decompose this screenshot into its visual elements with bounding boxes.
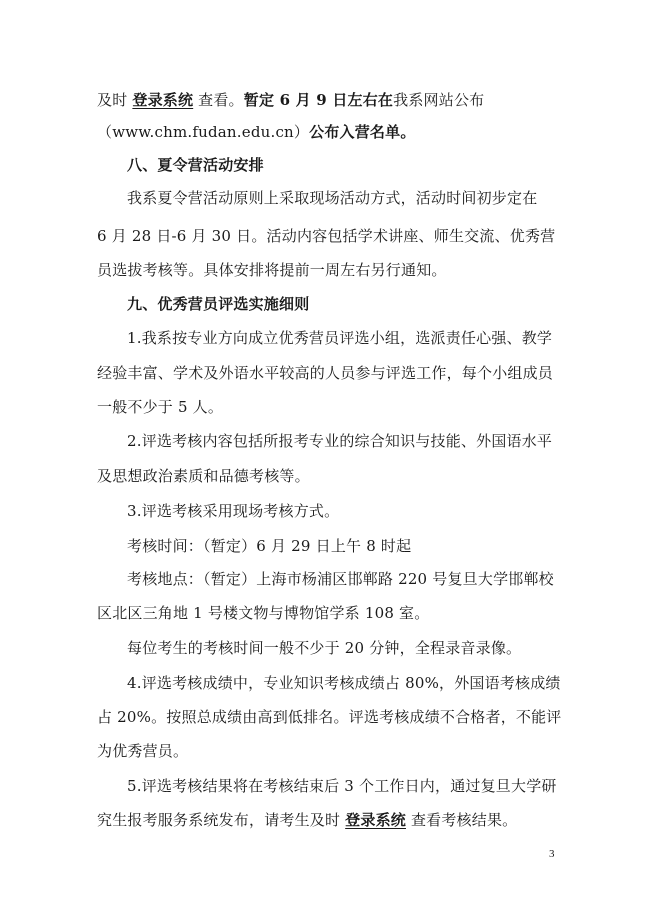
paragraph-line: 占 20%。按照总成绩由高到低排名。评选考核成绩不合格者，不能评 xyxy=(97,708,562,726)
paragraph-line: 为优秀营员。 xyxy=(97,742,189,760)
paragraph-line: 2.评选考核内容包括所报考专业的综合知识与技能、外国语水平 xyxy=(127,432,553,450)
website-url: （www.chm.fudan.edu.cn） xyxy=(97,123,310,141)
paragraph-line xyxy=(97,121,557,143)
paragraph-line xyxy=(97,89,557,111)
text: 我系网站公布 xyxy=(393,91,485,109)
paragraph-line: 考核地点：（暂定）上海市杨浦区邯郸路 220 号复旦大学邯郸校 xyxy=(127,570,554,588)
login-system-link: 登录系统 xyxy=(132,91,194,109)
page-number: 3 xyxy=(549,848,555,860)
section-heading-9: 九、优秀营员评选实施细则 xyxy=(127,295,310,313)
text: 及时 xyxy=(97,91,128,109)
paragraph-line: 1.我系按专业方向成立优秀营员评选小组，选派责任心强、教学 xyxy=(127,329,553,347)
login-system-link: 登录系统 xyxy=(345,811,406,829)
paragraph-line: 经验丰富、学术及外语水平较高的人员参与评选工作，每个小组成员 xyxy=(97,364,554,382)
text: 究生报考服务系统发布，请考生及时 xyxy=(97,811,341,829)
text: 查看。 xyxy=(198,91,244,109)
paragraph-line: 我系夏令营活动原则上采取现场活动方式，活动时间初步定在 xyxy=(127,189,538,207)
exam-time: 考核时间：（暂定）6 月 29 日上午 8 时起 xyxy=(127,537,412,555)
paragraph-line: 5.评选考核结果将在考核结束后 3 个工作日内，通过复旦大学研 xyxy=(127,777,557,795)
paragraph-line: 6 月 28 日-6 月 30 日。活动内容包括学术讲座、师生交流、优秀营 xyxy=(97,227,556,245)
paragraph-line: 员选拔考核等。具体安排将提前一周左右另行通知。 xyxy=(97,261,447,279)
paragraph-line: 4.评选考核成绩中，专业知识考核成绩占 80%，外国语考核成绩 xyxy=(127,674,561,692)
paragraph-line: 3.评选考核采用现场考核方式。 xyxy=(127,502,340,520)
bold-text: 公布入营名单。 xyxy=(309,123,416,141)
paragraph-line: 区北区三角地 1 号楼文物与博物馆学系 108 室。 xyxy=(97,604,430,622)
bold-text: 暂定 6 月 9 日左右在 xyxy=(243,91,394,109)
paragraph-line: 及思想政治素质和品德考核等。 xyxy=(97,467,310,485)
text: 查看考核结果。 xyxy=(410,811,518,829)
section-heading-8: 八、夏令营活动安排 xyxy=(127,156,264,174)
paragraph-line: 一般不少于 5 人。 xyxy=(97,398,224,416)
paragraph-line: 每位考生的考核时间一般不少于 20 分钟，全程录音录像。 xyxy=(127,639,522,657)
paragraph-line xyxy=(97,809,557,831)
